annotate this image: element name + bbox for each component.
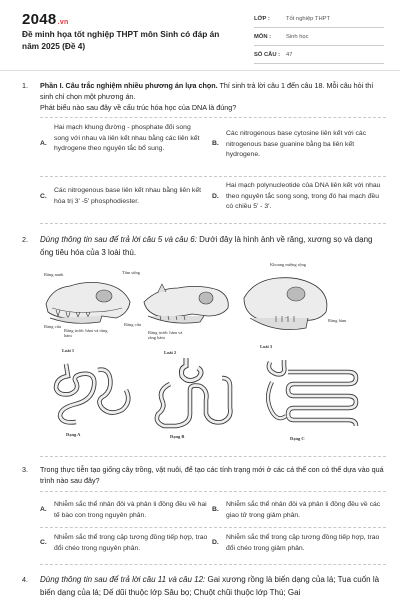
label-premolar-molar: Răng trước hàm và răng hàm	[64, 328, 108, 338]
question-text	[40, 234, 386, 259]
question-number: 2.	[22, 235, 28, 244]
question-instruction: Dùng thông tin sau để trả lời câu 5 và câu 6:	[40, 235, 197, 244]
option-text: Nhiễm sắc thể trong cặp tương đồng tiếp hợp, trao đổi chéo trong nguyên phân.	[54, 534, 208, 552]
option-letter: B.	[212, 506, 219, 513]
label-gut-b: Dạng B	[170, 434, 185, 439]
divider	[40, 176, 386, 177]
label-incisor: Răng cửa	[124, 322, 142, 327]
logo-text: 2048	[22, 11, 57, 28]
meta-row-class	[254, 10, 384, 28]
gut-type-c-image	[258, 352, 368, 434]
label-canine: Răng nanh	[44, 272, 64, 277]
skull-species-2-image	[138, 276, 234, 334]
header-divider	[0, 70, 400, 71]
label-dental-pad: Tấm sừng	[122, 270, 141, 275]
divider	[40, 117, 386, 118]
question-text	[40, 574, 386, 599]
page-header	[0, 0, 400, 70]
divider	[40, 564, 386, 565]
option-letter: D.	[212, 539, 219, 546]
label-premolar-molar: Răng trước hàm và răng hàm	[148, 330, 183, 340]
question-number: 3.	[22, 465, 28, 474]
document-title: Đề minh họa tốt nghiệp THPT môn Sinh có đáp án năm 2025 (Đề 4)	[22, 29, 220, 51]
question-text	[40, 80, 386, 113]
site-logo[interactable]	[22, 11, 69, 28]
divider	[40, 223, 386, 224]
divider	[40, 456, 386, 457]
meta-key: SỐ CÂU :	[254, 51, 281, 58]
question-instruction: Thí sinh trả lời câu 1 đến câu 18. Mỗi câu hỏi thí sinh chỉ chọn một phương án.	[40, 81, 374, 101]
option-text: Nhiễm sắc thể nhân đôi và phân li đồng đều về hai tế bào con trong nguyên phân.	[54, 501, 207, 519]
question-prompt: Phát biểu nào sau đây về cấu trúc hóa học của DNA là đúng?	[40, 103, 237, 112]
option-letter: A.	[40, 506, 47, 513]
meta-key: LỚP :	[254, 15, 270, 22]
meta-value: Sinh học	[286, 33, 309, 40]
label-wide-mouth: Khoang miệng rộng	[270, 262, 306, 267]
divider	[40, 527, 386, 528]
question-instruction: Dùng thông tin sau để trả lời câu 11 và câu 12:	[40, 575, 206, 584]
label-gut-c: Dạng C	[290, 436, 305, 441]
section-heading: Phần I. Câu trắc nghiệm nhiều phương án lựa chọn.	[40, 81, 218, 90]
question-prompt: Dưới đây là hình ảnh về răng, xương sọ và dạng ống tiêu hóa của 3 loài thú.	[40, 235, 373, 257]
label-species-3: Loài 3	[260, 344, 273, 349]
meta-key: MÔN :	[254, 33, 272, 40]
gut-type-a-image	[46, 360, 136, 428]
option-text: Các nitrogenous base cytosine liên kết với các nitrogenous base guanine bằng ba liên kết hydrogene.	[226, 130, 367, 158]
option-letter: A.	[40, 140, 47, 147]
skull-species-3-image	[236, 268, 336, 340]
meta-row-count	[254, 46, 384, 64]
option-letter: C.	[40, 539, 47, 546]
option-text: Các nitrogenous base liên kết nhau bằng liên kết hóa trị 3' -5' phosphodiester.	[54, 187, 201, 205]
option-text: Hai mạch polynucleotide của DNA liên kết với nhau theo nguyên tắc song song, trong đó hai mạch đều có chiều 5' - 3'.	[226, 182, 381, 210]
meta-row-subject	[254, 28, 384, 46]
option-text: Nhiễm sắc thể trong cặp tương đồng tiếp hợp, trao đổi chéo trong giảm phân.	[226, 534, 380, 552]
meta-value: 47	[286, 51, 293, 58]
option-letter: D.	[212, 193, 219, 200]
logo-suffix: .vn	[57, 19, 69, 26]
gut-type-b-image	[150, 356, 242, 432]
question-text: Trong thực tiễn tạo giống cây trồng, vật nuôi, để tạo các tính trạng mới ở các cá thể con có thể dựa vào quá trình nào sau đây?	[40, 465, 384, 485]
option-text: Hai mạch khung đường - phosphate đối song song với nhau và liên kết nhau bằng các liên kết hydrogene theo nguyên tắc bổ sung.	[54, 124, 200, 152]
label-molar: Răng hàm	[328, 318, 347, 323]
option-letter: B.	[212, 140, 219, 147]
label-gut-a: Dạng A	[66, 432, 81, 437]
label-species-1: Loài 1	[62, 348, 75, 353]
label-incisor: Răng cửa	[44, 324, 62, 329]
question-prompt: Gai xương rồng là biến dạng của lá; Tua cuốn là biến dạng của lá; Dế dũi thuộc lớp Sâu bọ; Chuột chũi thuộc lớp Thú; Gai	[40, 575, 380, 597]
meta-table	[254, 10, 384, 64]
meta-value: Tốt nghiệp THPT	[286, 15, 331, 22]
question-number: 4.	[22, 575, 28, 584]
divider	[40, 491, 386, 492]
anatomy-figure	[36, 262, 390, 452]
option-letter: C.	[40, 193, 47, 200]
label-species-2: Loài 2	[164, 350, 177, 355]
question-number: 1.	[22, 81, 28, 90]
option-text: Nhiễm sắc thể nhân đôi và phân li đồng đều về các giao tử trong giảm phân.	[226, 501, 381, 519]
